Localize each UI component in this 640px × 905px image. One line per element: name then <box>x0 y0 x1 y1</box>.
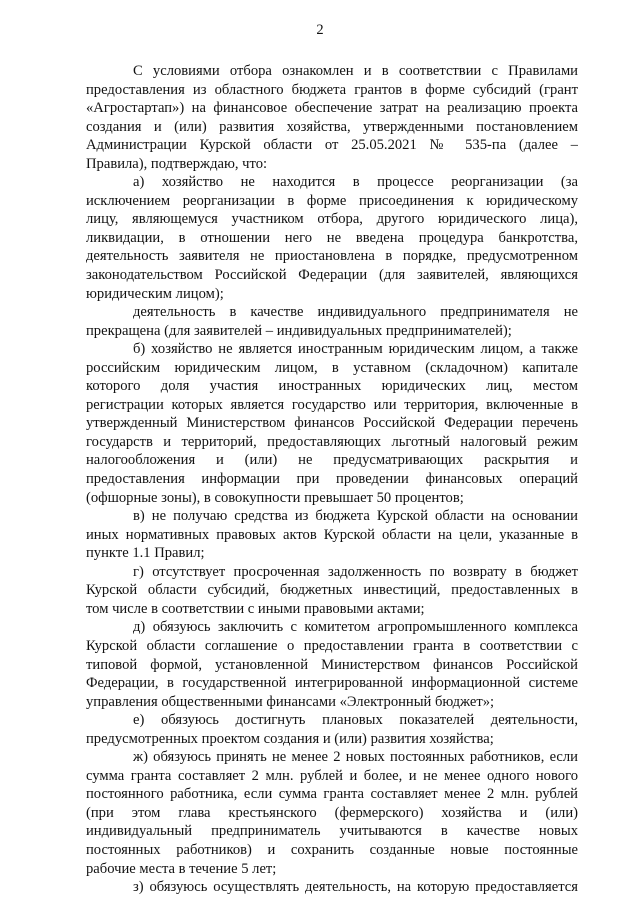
text-line: ж) обязуюсь принять не менее 2 новых постоянных работников, если <box>133 749 578 766</box>
text-line: предоставления из областного бюджета грантов в форме субсидий (грант <box>86 81 578 98</box>
text-line: исключением реорганизации в форме присоединения к юридическому <box>86 192 578 209</box>
text-line: пункте 1.1 Правил; <box>86 545 205 562</box>
text-line: том числе в соответствии с иными правовыми актами; <box>86 600 425 617</box>
text-line: сумма гранта составляет 2 млн. рублей и более, и не менее одного нового <box>86 767 578 784</box>
text-line: рабочие места в течение 5 лет; <box>86 860 277 877</box>
text-line: ликвидации, в отношении него не введена процедура банкротства, <box>86 229 578 246</box>
text-line: индивидуальный предприниматель учитываются в качестве новых <box>86 823 578 840</box>
text-line: а) хозяйство не находится в процессе реорганизации (за <box>133 174 578 191</box>
text-line: которого доля участия иностранных юридических лиц, местом <box>86 378 578 395</box>
text-line: Курской области соглашение о предоставлении гранта в соответствии с <box>86 637 578 654</box>
text-line: российским юридическим лицом, в уставном (складочном) капитале <box>86 359 578 376</box>
text-line: лицу, являющемуся участником отбора, другого юридического лица), <box>86 211 578 228</box>
text-line: деятельность заявителя не приостановлена в порядке, предусмотренном <box>86 248 578 265</box>
text-line: Правила), подтверждаю, что: <box>86 155 268 172</box>
text-line: деятельность в качестве индивидуального предпринимателя не <box>133 304 578 321</box>
text-line: г) отсутствует просроченная задолженность по возврату в бюджет <box>133 563 578 580</box>
text-line: Администрации Курской области от 25.05.2021 № 535-па (далее – <box>86 137 578 154</box>
text-line: б) хозяйство не является иностранным юридическим лицом, а также <box>133 341 578 358</box>
text-line: Курской области субсидий, бюджетных инвестиций, предоставленных в <box>86 582 578 599</box>
text-line: Федерации, в государственной интегрированной информационной системе <box>86 675 578 692</box>
text-line: е) обязуюсь достигнуть плановых показателей деятельности, <box>133 712 578 729</box>
text-line: предусмотренных проектом создания и (или) развития хозяйства; <box>86 730 494 747</box>
text-line: управления общественными финансами «Электронный бюджет»; <box>86 693 495 710</box>
text-line: налогообложения и (или) не предусматривающих раскрытия и <box>86 452 578 469</box>
text-line: з) обязуюсь осуществлять деятельность, на которую предоставляется <box>133 879 578 896</box>
text-line: предоставления информации при проведении финансовых операций <box>86 471 578 488</box>
text-line: утвержденный Министерством финансов Российской Федерации перечень <box>86 415 578 432</box>
text-line: регистрации которых является государство или территория, включенные в <box>86 396 578 413</box>
text-line: д) обязуюсь заключить с комитетом агропромышленного комплекса <box>133 619 578 636</box>
text-line: иных нормативных правовых актов Курской области на цели, указанные в <box>86 526 578 543</box>
text-line: «Агростартап») на финансовое обеспечение затрат на реализацию проекта <box>86 100 578 117</box>
document-body <box>86 62 578 897</box>
text-line: постоянного работника, если сумма гранта составляет менее 2 млн. рублей <box>86 786 578 803</box>
text-line: законодательством Российской Федерации (для заявителей, являющихся <box>86 267 578 284</box>
text-line: создания и (или) развития хозяйства, утвержденными постановлением <box>86 118 578 135</box>
page-number: 2 <box>316 22 324 38</box>
text-line: С условиями отбора ознакомлен и в соответствии с Правилами <box>133 63 578 79</box>
text-line: постоянных работников) и сохранить созданные новые постоянные <box>86 841 578 858</box>
text-line: типовой формой, установленной Министерством финансов Российской <box>86 656 578 673</box>
text-line: (при этом глава крестьянского (фермерского) хозяйства и (или) <box>86 804 578 821</box>
text-line: юридическим лицом); <box>86 285 224 302</box>
text-line: государств и территорий, предоставляющих льготный налоговый режим <box>86 433 578 450</box>
text-line: в) не получаю средства из бюджета Курской области на основании <box>133 508 578 525</box>
text-line: прекращена (для заявителей – индивидуальных предпринимателей); <box>86 322 512 339</box>
text-line: (офшорные зоны), в совокупности превышает 50 процентов; <box>86 489 464 506</box>
